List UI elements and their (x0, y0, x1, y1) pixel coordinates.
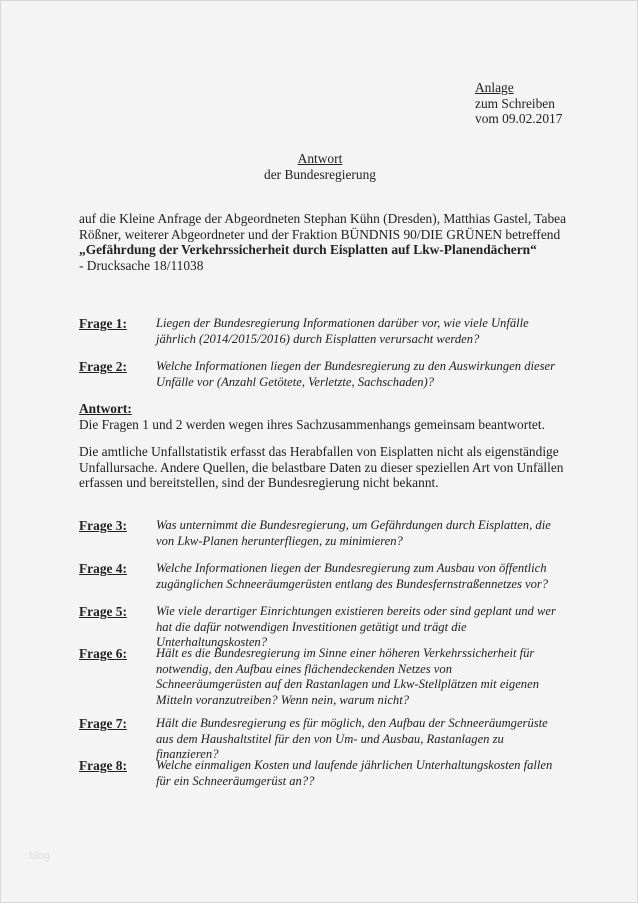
question-text: Liegen der Bundesregierung Informationen darüber vor, wie viele Unfälle jährlich (2014/2015/2016) durch Eisplatten verursacht werden? (156, 316, 529, 346)
question-label: Frage 4: (79, 561, 127, 576)
drucksache-number: - Drucksache 18/11038 (79, 257, 204, 273)
question-text: Welche Informationen liegen der Bundesregierung zum Ausbau von öffentlich zugänglichen Schneeräumgerüsten entlang des Bundesfernstraßennetzes vor? (156, 561, 549, 591)
question-label: Frage 2: (79, 359, 127, 374)
intro-line: auf die Kleine Anfrage der Abgeordneten Stephan Kühn (Dresden), Matthias Gastel, Tabea (79, 211, 567, 226)
watermark: blog (29, 850, 50, 862)
attachment-ref: zum Schreiben (475, 95, 555, 111)
question-text: Was unternimmt die Bundesregierung, um Gefährdungen durch Eisplatten, die von Lkw-Planen herunterfliegen, zu minimieren? (156, 518, 551, 548)
question-label: Frage 6: (79, 646, 127, 661)
question-label: Frage 5: (79, 604, 127, 619)
question-label: Frage 3: (79, 518, 127, 533)
subject-title: „Gefährdung der Verkehrssicherheit durch Eisplatten auf Lkw-Planendächern“ (79, 242, 537, 257)
question-label: Frage 8: (79, 758, 127, 773)
attachment-date: vom 09.02.2017 (475, 111, 563, 126)
answer-section (79, 401, 569, 491)
question-text: Welche Informationen liegen der Bundesregierung zu den Auswirkungen dieser Unfälle vor (Anzahl Getötete, Verletzte, Sachschaden)? (156, 359, 555, 389)
question-label: Frage 7: (79, 716, 127, 731)
title-government: der Bundesregierung (264, 166, 376, 182)
question-text: Hält es die Bundesregierung im Sinne einer höheren Verkehrssicherheit für notwendig, den Aufbau eines flächendeckenden Netzes von Schneeräumgerüsten auf den Rastanlagen und Lkw-Stellplätzen mit eigenen Mitteln voranzutreiben? Wenn nein, warum nicht? (156, 646, 539, 707)
intro-paragraph (79, 211, 579, 273)
title-answer: Antwort (297, 151, 343, 166)
question-text: Wie viele derartiger Einrichtungen existieren bereits oder sind geplant und wer hat die dafür notwendigen Investitionen getätigt und trägt die Unterhaltungskosten? (156, 604, 556, 649)
question-text: Welche einmaligen Kosten und laufende jährlichen Unterhaltungskosten fallen für ein Schneeräumgerüst an?? (156, 758, 553, 788)
question-text: Hält die Bundesregierung es für möglich, den Aufbau der Schneeräumgerüste aus dem Haushaltstitel für den von Um- und Ausbau, Rastanlagen zu finanzieren? (156, 716, 548, 761)
attachment-label: Anlage (475, 80, 514, 95)
document-title (1, 151, 638, 182)
attachment-header (475, 80, 562, 127)
answer-paragraph: Die Fragen 1 und 2 werden wegen ihres Sachzusammenhangs gemeinsam beantwortet. (79, 416, 545, 432)
intro-line: Rößner, weiterer Abgeordneter und der Fraktion BÜNDNIS 90/DIE GRÜNEN betreffend (79, 226, 561, 242)
question-label: Frage 1: (79, 316, 127, 331)
answer-label: Antwort: (79, 401, 132, 416)
answer-paragraph: Die amtliche Unfallstatistik erfasst das Herabfallen von Eisplatten nicht als eigenständige Unfallursache. Andere Quellen, die belastbare Daten zu dieser speziellen Art von Unfällen erfassen und bereitstellen, sind der Bundesregierung nicht bekannt. (79, 444, 564, 490)
